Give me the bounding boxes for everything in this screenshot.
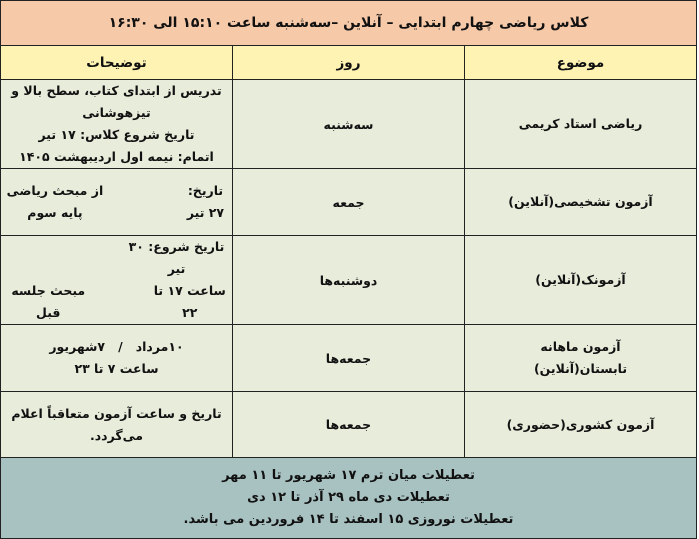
day-cell: جمعه‌ها xyxy=(233,392,465,458)
subject-text: آزمون تشخیصی(آنلاین) xyxy=(508,194,653,209)
description-topic: مبحث جلسه قبل xyxy=(11,283,86,320)
description-line: تدریس از ابتدای کتاب، سطح بالا و تیزهوشانی xyxy=(11,83,222,120)
day-cell: جمعه‌ها xyxy=(233,325,465,392)
description-cell xyxy=(1,392,233,458)
subject-cell xyxy=(465,169,697,236)
day-cell: دوشنبه‌ها xyxy=(233,236,465,325)
table-row xyxy=(1,392,697,458)
description-cell xyxy=(1,80,233,169)
description-time: ساعت ۱۷ تا ۲۲ xyxy=(153,283,226,320)
subject-cell xyxy=(465,392,697,458)
subject-cell xyxy=(465,80,697,169)
description-cell xyxy=(1,325,233,392)
table-row xyxy=(1,169,697,236)
title-row xyxy=(1,1,697,46)
holidays-cell xyxy=(1,458,697,539)
description-line: تاریخ شروع کلاس: ۱۷ تیر xyxy=(38,127,195,142)
description-cell xyxy=(1,236,233,325)
description-line: تاریخ و ساعت آزمون متعاقباً اعلام می‌گردد. xyxy=(11,405,222,443)
header-subject: موضوع xyxy=(465,46,697,80)
subject-text: تابستان(آنلاین) xyxy=(533,361,628,376)
header-day: روز xyxy=(233,46,465,80)
description-line: ساعت ۷ تا ۲۳ xyxy=(74,361,159,376)
description-line xyxy=(1,280,232,324)
subject-text: آزمون کشوری(حضوری) xyxy=(506,416,655,432)
table-row xyxy=(1,80,697,169)
subject-text: آزمونک(آنلاین) xyxy=(535,272,626,287)
subject-cell xyxy=(465,325,697,392)
description-topic: از مبحث ریاضی پایه سوم xyxy=(6,183,104,220)
description-date: تاریخ: ۲۷ تیر xyxy=(186,183,225,220)
header-row xyxy=(1,46,697,80)
description-line xyxy=(1,180,232,224)
footer-row xyxy=(1,458,697,539)
description-line: ۱۰مرداد / ۷شهریور xyxy=(49,339,184,354)
description-cell xyxy=(1,169,233,236)
subject-cell xyxy=(465,236,697,325)
holiday-line: تعطیلات نوروزی ۱۵ اسفند تا ۱۴ فروردین می باشد. xyxy=(183,512,514,527)
subject-text: آزمون ماهانه xyxy=(540,339,621,354)
page-title: کلاس ریاضی چهارم ابتدایی – آنلاین –سه‌شنبه ساعت ۱۵:۱۰ الی ۱۶:۳۰ xyxy=(1,1,697,46)
description-line: تاریخ شروع: ۳۰ تیر xyxy=(128,239,225,276)
description-line: اتمام: نیمه اول اردیبهشت ۱۴۰۵ xyxy=(19,149,214,164)
table-row xyxy=(1,236,697,325)
holiday-line: تعطیلات دی ماه ۲۹ آذر تا ۱۲ دی xyxy=(247,490,450,505)
day-cell: سه‌شنبه xyxy=(233,80,465,169)
day-cell: جمعه xyxy=(233,169,465,236)
table-row xyxy=(1,325,697,392)
holiday-line: تعطیلات میان ترم ۱۷ شهریور تا ۱۱ مهر xyxy=(222,468,475,483)
header-description: توضیحات xyxy=(1,46,233,80)
subject-text: ریاضی استاد کریمی xyxy=(518,116,643,131)
